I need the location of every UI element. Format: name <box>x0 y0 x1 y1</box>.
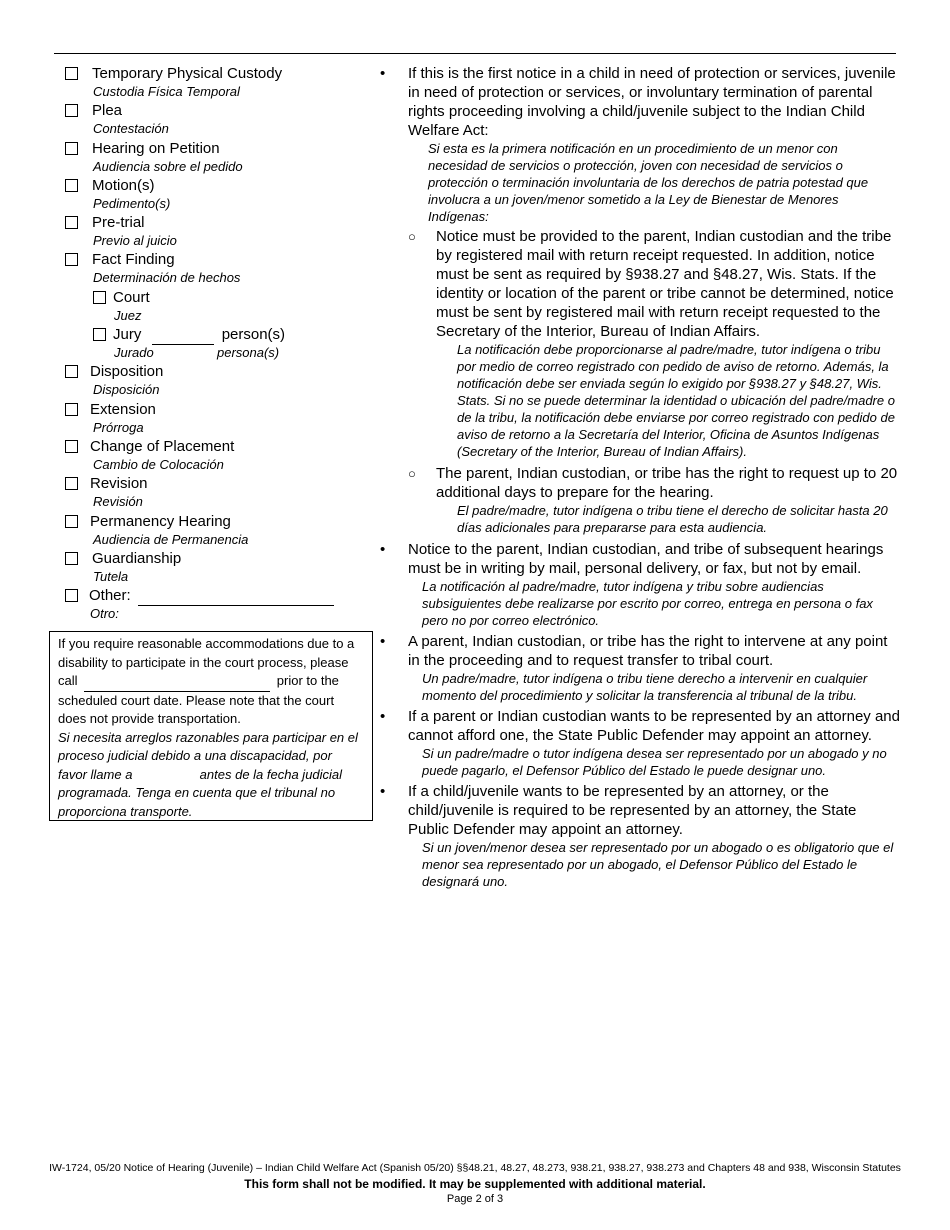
bullet-text-es: La notificación al padre/madre, tutor indígena y tribu sobre audiencias subsiguientes debe realizarse por escrito por correo, entrega en persona o fax pero no por correo electrónico. <box>422 579 873 628</box>
option-jury[interactable] <box>92 325 364 362</box>
option-label: Extension <box>90 400 156 418</box>
checkbox[interactable] <box>65 365 78 378</box>
option-label: Permanency Hearing <box>90 512 231 530</box>
option-label-es: Tutela <box>93 568 129 584</box>
option-fact-finding[interactable] <box>64 250 364 287</box>
page-number: Page 2 of 3 <box>446 1193 504 1205</box>
option-label: Pre-trial <box>92 214 145 232</box>
option-label: Fact Finding <box>92 251 175 269</box>
top-rule <box>54 53 896 54</box>
checkbox[interactable] <box>65 403 78 416</box>
option-extension[interactable] <box>64 400 364 437</box>
bullet-text-es: Si un padre/madre o tutor indígena desea ser representado por un abogado y no puede pagarlo, el Defensor Público del Estado le puede designar uno. <box>422 746 887 778</box>
jury-label-es: Jurado <box>114 345 154 361</box>
option-label-es: Audiencia sobre el pedido <box>93 158 243 174</box>
bullet-text: • If a parent or Indian custodian wants to be represented by an attorney and cannot afford one, the State Public Defender may appoint an attorney. <box>408 708 900 744</box>
option-hearing-on-petition[interactable] <box>64 139 364 176</box>
option-pre-trial[interactable] <box>64 213 364 250</box>
option-label: Change of Placement <box>90 437 235 455</box>
option-revision[interactable] <box>64 474 364 511</box>
checkbox[interactable] <box>65 253 78 266</box>
subbullet-notice-registered-mail <box>380 227 900 460</box>
option-court[interactable] <box>92 288 364 325</box>
option-label <box>89 586 334 606</box>
option-label-es: Revisión <box>93 494 143 510</box>
accommodation-es-2: antes de la fecha judicial programada. Tenga en cuenta que el tribunal no proporciona transporte. <box>58 766 343 819</box>
accommodation-en-1: If you require reasonable accommodations due to a disability to participate in the court process, please call <box>58 636 355 688</box>
option-label: Motion(s) <box>92 176 155 194</box>
option-other[interactable] <box>64 586 364 623</box>
checkbox[interactable] <box>65 477 78 490</box>
option-label: Hearing on Petition <box>92 139 220 157</box>
bullet-text-es: Si esta es la primera notificación en un procedimiento de un menor con necesidad de servicios o protección, joven con necesidad de servicios o protección o terminación involuntaria de los derechos de patria potestad que involucra a un joven/menor sometido a la Ley de Bienestar de Menores Indígenas: <box>428 141 869 224</box>
option-label-es: Determinación de hechos <box>93 270 241 286</box>
accommodation-text-en <box>58 635 364 729</box>
bullet-text: • If a child/juvenile wants to be represented by an attorney, or the child/juvenile is required to be represented by an attorney, the State Public Defender may appoint an attorney. <box>408 783 857 838</box>
option-label: Court <box>113 288 150 306</box>
bullet-subsequent-hearings <box>380 540 900 629</box>
checkbox[interactable] <box>65 589 78 602</box>
option-permanency-hearing[interactable] <box>64 512 364 549</box>
option-plea[interactable] <box>64 101 364 138</box>
option-label-es: Audiencia de Permanencia <box>93 531 249 547</box>
option-label: Guardianship <box>92 549 182 567</box>
accommodation-es-1: Si necesita arreglos razonables para participar en el proceso judicial debido a una discapacidad, por favor llame a <box>58 729 358 782</box>
checkbox[interactable] <box>65 216 78 229</box>
option-motions[interactable] <box>64 176 364 213</box>
bullet-text-es: Un padre/madre, tutor indígena o tribu tiene derecho a intervenir en cualquier momento del procedimiento y solicitar la transferencia al tribunal de la tribu. <box>422 671 868 703</box>
option-label: Temporary Physical Custody <box>92 65 283 82</box>
option-label-es: Custodia Física Temporal <box>93 84 240 99</box>
bullet-child-attorney <box>380 782 900 890</box>
jury-persons-field[interactable] <box>152 325 214 345</box>
option-label-es: Cambio de Colocación <box>93 456 224 472</box>
checkbox[interactable] <box>93 328 106 341</box>
option-guardianship[interactable] <box>64 549 364 586</box>
persons-label-es: persona(s) <box>217 345 280 361</box>
option-label: Disposition <box>90 363 164 381</box>
subbullet-additional-days <box>380 464 900 536</box>
other-label: Other: <box>89 587 131 605</box>
phone-number-field[interactable] <box>84 672 270 692</box>
accommodation-notice <box>49 631 373 821</box>
checkbox[interactable] <box>65 515 78 528</box>
option-label-es: Juez <box>114 307 142 323</box>
persons-label: person(s) <box>221 326 286 344</box>
subbullet-text: ○ The parent, Indian custodian, or tribe has the right to request up to 20 additional days to prepare for the hearing. <box>436 465 898 501</box>
subbullet-text-es: El padre/madre, tutor indígena o tribu tiene el derecho de solicitar hasta 20 días adicionales para prepararse para esta audiencia. <box>457 503 888 535</box>
jury-label: Jury <box>113 326 142 344</box>
bullet-intervene <box>380 632 900 704</box>
checkbox[interactable] <box>65 440 78 453</box>
checkbox[interactable] <box>65 552 78 565</box>
option-label: Revision <box>90 475 148 493</box>
subbullet-text-es: La notificación debe proporcionarse al padre/madre, tutor indígena o tribu por medio de correo registrado con pedido de aviso de retorno. Además, la notificación debe ser enviada según lo exigido por §938.27 y §48.27, Wis. Stats. Si no se puede determinar la identidad o ubicación del padre/madre o de la tribu, la notificación debe enviarse por correo registrado con pedido de aviso de retorno a la Secretaría del Interior, Oficina de Asuntos Indígenas (Secretary of the Interior, Bureau of Indian Affairs). <box>457 342 895 459</box>
option-label <box>113 325 285 345</box>
bullet-first-notice <box>380 64 900 225</box>
option-label: Plea <box>92 102 123 120</box>
bullet-text: • A parent, Indian custodian, or tribe has the right to intervene at any point in the proceeding and to request transfer to tribal court. <box>408 633 888 669</box>
footer-form-line: IW-1724, 05/20 Notice of Hearing (Juvenile) – Indian Child Welfare Act (Spanish 05/20) §§48.21, 48.27, 48.273, 938.21, 938.27, 938.273 and Chapters 48 and 938, Wisconsin Statutes <box>49 1162 901 1174</box>
option-change-of-placement[interactable] <box>64 437 364 474</box>
checkbox[interactable] <box>65 142 78 155</box>
checkbox[interactable] <box>65 179 78 192</box>
option-disposition[interactable] <box>64 362 364 399</box>
subbullet-text: ○ Notice must be provided to the parent, Indian custodian and the tribe by registered mail with return receipt requested. In addition, notice must be sent as required by §938.27 and §48.27, Wis. Stats. If the identity or location of the parent or tribe cannot be determined, notice must be sent by registered mail with return receipt requested to the Secretary of the Interior, Bureau of Indian Affairs. <box>436 228 894 340</box>
footer-notice: This form shall not be modified. It may be supplemented with additional material. <box>244 1177 706 1191</box>
other-field[interactable] <box>138 586 334 606</box>
option-label-es <box>114 345 279 361</box>
bullet-text: • If this is the first notice in a child in need of protection or services, juvenile in need of protection or services, or involuntary termination of parental rights proceeding involving a child/juvenile subject to the Indian Child Welfare Act: <box>408 65 896 139</box>
checkbox[interactable] <box>93 291 106 304</box>
accommodation-text-es <box>58 729 364 822</box>
option-temporary-physical-custody[interactable] <box>64 64 364 101</box>
option-label-es: Prórroga <box>93 419 144 435</box>
bullet-text-es: Si un joven/menor desea ser representado por un abogado o es obligatorio que el menor sea representado por un abogado, el Defensor Público del Estado le designará uno. <box>422 840 894 889</box>
option-label-es: Pedimento(s) <box>93 195 171 211</box>
notice-rights-section <box>380 64 900 890</box>
bullet-text: • Notice to the parent, Indian custodian, and tribe of subsequent hearings must be in writing by mail, personal delivery, or fax, but not by email. <box>408 541 884 577</box>
checkbox[interactable] <box>65 67 78 80</box>
option-label-es: Disposición <box>93 382 160 398</box>
accommodation-en-2: prior to the scheduled court date. Please note that the court does not provide transportation. <box>58 673 339 726</box>
hearing-type-checklist <box>64 64 364 623</box>
option-label-es: Contestación <box>93 121 169 137</box>
option-label-es: Otro: <box>90 606 119 622</box>
checkbox[interactable] <box>65 104 78 117</box>
bullet-parent-attorney <box>380 707 900 779</box>
option-label-es: Previo al juicio <box>93 233 177 249</box>
